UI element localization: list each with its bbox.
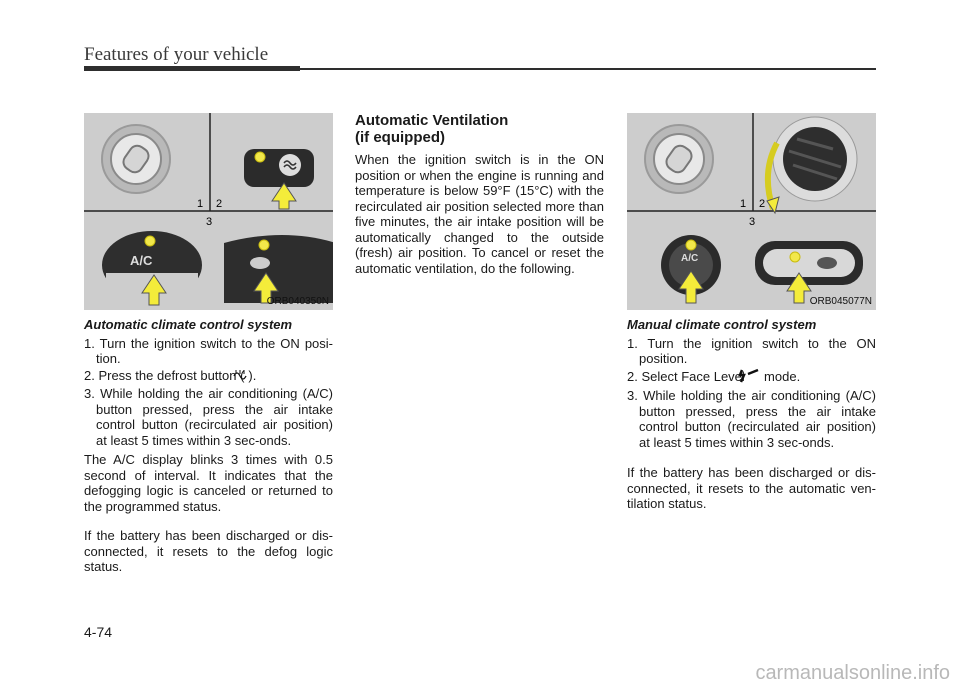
step-1: 1. Turn the ignition switch to the ON posi-tion.: [84, 335, 333, 366]
step-2-suffix: ).: [248, 367, 257, 383]
right-figure-illustration: [627, 113, 876, 310]
figure-code: ORB045077N: [809, 296, 872, 307]
paragraph: If the battery has been discharged or dis-connected, it resets to the automatic ven-tilation status.: [627, 465, 876, 511]
middle-column: [355, 112, 604, 276]
ac-label: A/C: [681, 253, 699, 264]
page-number: 4-74: [84, 624, 113, 640]
page-header-title: Features of your vehicle: [84, 44, 269, 65]
section-title-line-2: (if equipped): [355, 129, 445, 146]
right-column: [627, 317, 876, 512]
paragraph: The A/C display blinks 3 times with 0.5 second of interval. It indicates that the defogging logic is canceled or returned to the programmed status.: [84, 452, 333, 514]
steps-list: [84, 336, 333, 449]
step-2: [84, 368, 333, 386]
label-1: 1: [197, 198, 204, 210]
step-3: 3. While holding the air conditioning (A/C) button pressed, press the air intake control button (recirculated air position) at least 5 times within 3 sec-onds.: [84, 386, 333, 448]
step-3: 3. While holding the air conditioning (A/C) button pressed, press the air intake control button (recirculated air position) at least 5 times within 3 sec-onds.: [627, 388, 876, 450]
steps-list: [627, 336, 876, 451]
watermark: carmanualsonline.info: [755, 662, 950, 684]
left-figure: [84, 113, 333, 310]
defrost-button-icon: [244, 149, 314, 187]
paragraph: If the battery has been discharged or dis-connected, it resets to the defog logic status.: [84, 528, 333, 574]
mode-knob-icon: [773, 117, 857, 201]
label-2: 2: [759, 198, 766, 210]
ignition-switch-icon: [102, 125, 170, 193]
step-2-suffix: mode.: [764, 368, 801, 384]
label-1: 1: [740, 198, 747, 210]
header-rule-thin: [300, 68, 876, 70]
face-level-icon: [748, 368, 760, 388]
header-rule-thick: [84, 66, 300, 71]
step-2: [627, 368, 876, 388]
left-figure-illustration: [84, 113, 333, 310]
ignition-switch-icon: [645, 125, 713, 193]
figure-code: ORB040350N: [266, 296, 329, 307]
label-2: 2: [216, 198, 223, 210]
subtitle: Manual climate control system: [627, 317, 817, 332]
section-title: [355, 112, 604, 146]
recirculation-button-icon: [224, 235, 333, 303]
left-column: [84, 317, 333, 575]
subtitle: Automatic climate control system: [84, 317, 293, 332]
label-3: 3: [206, 216, 213, 228]
recirculation-button-icon: [755, 241, 863, 285]
label-3: 3: [749, 216, 756, 228]
paragraph: When the ignition switch is in the ON position or when the engine is running and temperature is below 59°F (15°C) with the recirculated air position selected more than five minutes, the air intake position will be automatically changed to the outside (fresh) air position. To cancel or reset the automatic ventilation, do the following.: [355, 152, 604, 276]
step-1: 1. Turn the ignition switch to the ON position.: [627, 335, 876, 366]
ac-label: A/C: [130, 253, 153, 268]
step-2-text: 2. Press the defrost button (: [84, 367, 245, 383]
right-figure: [627, 113, 876, 310]
section-title-line-1: Automatic Ventilation: [355, 112, 509, 129]
step-2-text: 2. Select Face Level: [627, 368, 745, 384]
